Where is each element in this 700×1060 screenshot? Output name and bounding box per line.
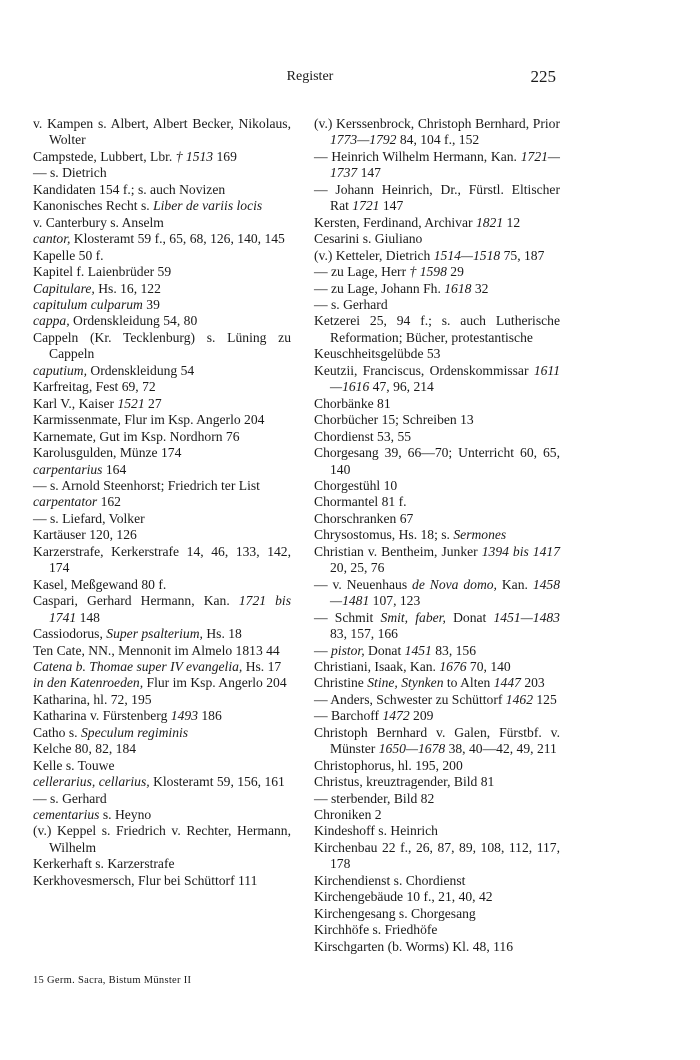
index-entry: caputium, Ordenskleidung 54 bbox=[33, 362, 195, 378]
index-entry: Kerkhovesmersch, Flur bei Schüttorf 111 bbox=[33, 872, 258, 888]
index-entry: — zu Lage, Johann Fh. 1618 32 bbox=[314, 280, 489, 296]
index-entry: Karmissenmate, Flur im Ksp. Angerlo 204 bbox=[33, 412, 265, 428]
index-entry: Kerkerhaft s. Karzerstrafe bbox=[33, 856, 175, 872]
index-entry: Kirchengesang s. Chorgesang bbox=[314, 905, 476, 921]
index-entry: Katharina v. Fürstenberg 1493 186 bbox=[33, 708, 222, 724]
index-entry: Katharina, hl. 72, 195 bbox=[33, 691, 152, 707]
index-entry: Karnemate, Gut im Ksp. Nordhorn 76 bbox=[33, 428, 240, 444]
index-entry: — pistor, Donat 1451 83, 156 bbox=[314, 642, 477, 658]
index-entry: Karl V., Kaiser 1521 27 bbox=[33, 395, 162, 411]
page-number: 225 bbox=[530, 67, 556, 86]
index-entry: Cassiodorus, Super psalterium, Hs. 18 bbox=[33, 626, 242, 642]
index-entry: Christine Stine, Stynken to Alten 1447 203 bbox=[314, 675, 545, 691]
index-entry: carpentator 162 bbox=[33, 494, 121, 510]
index-entry: Kelche 80, 82, 184 bbox=[33, 741, 137, 757]
index-entry: Ketzerei 25, 94 f.; s. auch Lutherische Reformation; Bücher, protestantische bbox=[314, 313, 560, 345]
index-entry: Chorschranken 67 bbox=[314, 510, 414, 526]
index-entry: in den Katenroeden, Flur im Ksp. Angerlo 204 bbox=[33, 675, 287, 691]
index-entry: v. Canterbury s. Anselm bbox=[33, 214, 164, 230]
index-entry: Kandidaten 154 f.; s. auch Novizen bbox=[33, 181, 226, 197]
index-entry: — s. Gerhard bbox=[314, 296, 388, 312]
index-entry: cantor, Klosteramt 59 f., 65, 68, 126, 140, 145 bbox=[33, 231, 285, 247]
index-entry: Ten Cate, NN., Mennonit im Almelo 1813 44 bbox=[33, 642, 280, 658]
index-entry: Chordienst 53, 55 bbox=[314, 428, 412, 444]
index-entry: Kirchendienst s. Chordienst bbox=[314, 872, 466, 888]
index-entry: Christiani, Isaak, Kan. 1676 70, 140 bbox=[314, 658, 511, 674]
index-entry: carpentarius 164 bbox=[33, 461, 127, 477]
index-entry: Catena b. Thomae super IV evangelia, Hs. 17 bbox=[33, 658, 282, 674]
index-entry: (v.) Ketteler, Dietrich 1514—1518 75, 187 bbox=[314, 247, 545, 263]
index-entry: — Heinrich Wilhelm Hermann, Kan. 1721—1737 147 bbox=[314, 148, 560, 181]
index-entry: Keuschheitsgelübde 53 bbox=[314, 346, 441, 362]
index-entry: Chormantel 81 f. bbox=[314, 494, 407, 510]
index-entry: Catho s. Speculum regiminis bbox=[33, 724, 189, 740]
index-entry: Kirchhöfe s. Friedhöfe bbox=[314, 922, 438, 938]
footer-signature: 15 Germ. Sacra, Bistum Münster II bbox=[33, 975, 192, 986]
index-entry: Cappeln (Kr. Tecklenburg) s. Lüning zu Cappeln bbox=[33, 329, 291, 362]
index-entry: — Johann Heinrich, Dr., Fürstl. Eltischer Rat 1721 147 bbox=[314, 181, 560, 214]
index-entry: — Anders, Schwester zu Schüttorf 1462 125 bbox=[314, 691, 557, 707]
index-entry: capitulum culparum 39 bbox=[33, 296, 160, 312]
index-entry: v. Kampen s. Albert, Albert Becker, Nikolaus, Wolter bbox=[33, 116, 291, 148]
index-entry: Chrysostomus, Hs. 18; s. Sermones bbox=[314, 527, 507, 543]
index-entry: Chorbänke 81 bbox=[314, 395, 391, 411]
index-entry: — Schmit Smit, faber, Donat 1451—1483 83, 157, 166 bbox=[314, 609, 560, 642]
index-entry: Campstede, Lubbert, Lbr. † 1513 169 bbox=[33, 148, 237, 164]
index-entry: cementarius s. Heyno bbox=[33, 807, 152, 823]
index-entry: (v.) Keppel s. Friedrich v. Rechter, Hermann, Wilhelm bbox=[33, 823, 291, 855]
index-entry: cappa, Ordenskleidung 54, 80 bbox=[33, 313, 198, 329]
index-entry: Chorgestühl 10 bbox=[314, 477, 398, 493]
index-entry: Kelle s. Touwe bbox=[33, 757, 115, 773]
index-entry: Christian v. Bentheim, Junker 1394 bis 1417 20, 25, 76 bbox=[314, 543, 560, 576]
index-entry: Chroniken 2 bbox=[314, 807, 382, 823]
index-entry: Cesarini s. Giuliano bbox=[314, 231, 423, 247]
index-entry: Kirchengebäude 10 f., 21, 40, 42 bbox=[314, 889, 493, 905]
index-entry: — s. Liefard, Volker bbox=[33, 510, 145, 526]
index-entry: (v.) Kerssenbrock, Christoph Bernhard, Prior 1773—1792 84, 104 f., 152 bbox=[314, 116, 560, 148]
index-entry: Karolusgulden, Münze 174 bbox=[33, 445, 182, 461]
index-entry: Kasel, Meßgewand 80 f. bbox=[33, 576, 167, 592]
index-entry: Christus, kreuztragender, Bild 81 bbox=[314, 774, 495, 790]
index-entry: Chorgesang 39, 66—70; Unterricht 60, 65, 140 bbox=[314, 445, 560, 477]
index-entry: Christophorus, hl. 195, 200 bbox=[314, 757, 463, 773]
index-entry: Keutzii, Franciscus, Ordenskommissar 1611—1616 47, 96, 214 bbox=[314, 362, 560, 395]
index-entry: — s. Dietrich bbox=[33, 165, 107, 181]
index-entry: Kersten, Ferdinand, Archivar 1821 12 bbox=[314, 214, 521, 230]
index-entry: — sterbender, Bild 82 bbox=[314, 790, 435, 806]
index-entry: — zu Lage, Herr † 1598 29 bbox=[314, 264, 464, 280]
index-entry: — s. Arnold Steenhorst; Friedrich ter List bbox=[33, 477, 260, 493]
index-entry: — Barchoff 1472 209 bbox=[314, 708, 434, 724]
index-entry: — s. Gerhard bbox=[33, 790, 107, 806]
index-entry: cellerarius, cellarius, Klosteramt 59, 156, 161 bbox=[33, 774, 285, 790]
index-entry: Capitulare, Hs. 16, 122 bbox=[33, 280, 161, 296]
index-column-right bbox=[314, 116, 560, 955]
index-entry: Karzerstrafe, Kerkerstrafe 14, 46, 133, 142, 174 bbox=[33, 543, 291, 576]
index-entry: Kapelle 50 f. bbox=[33, 247, 104, 263]
index-entry: Kartäuser 120, 126 bbox=[33, 527, 137, 543]
running-title: Register bbox=[286, 69, 334, 84]
index-entry: Chorbücher 15; Schreiben 13 bbox=[314, 412, 474, 428]
index-entry: — v. Neuenhaus de Nova domo, Kan. 1458—1481 107, 123 bbox=[314, 576, 560, 609]
index-entry: Christoph Bernhard v. Galen, Fürstbf. v. Münster 1650—1678 38, 40—42, 49, 211 bbox=[314, 724, 560, 757]
index-entry: Caspari, Gerhard Hermann, Kan. 1721 bis 1741 148 bbox=[33, 593, 292, 625]
index-entry: Kirchenbau 22 f., 26, 87, 89, 108, 112, 117, 178 bbox=[314, 839, 560, 872]
index-column-left bbox=[33, 116, 291, 889]
index-entry: Karfreitag, Fest 69, 72 bbox=[33, 379, 156, 395]
index-entry: Kirschgarten (b. Worms) Kl. 48, 116 bbox=[314, 938, 514, 954]
index-entry: Kapitel f. Laienbrüder 59 bbox=[33, 264, 172, 280]
index-entry: Kindeshoff s. Heinrich bbox=[314, 823, 438, 839]
index-entry: Kanonisches Recht s. Liber de variis locis bbox=[33, 198, 263, 214]
